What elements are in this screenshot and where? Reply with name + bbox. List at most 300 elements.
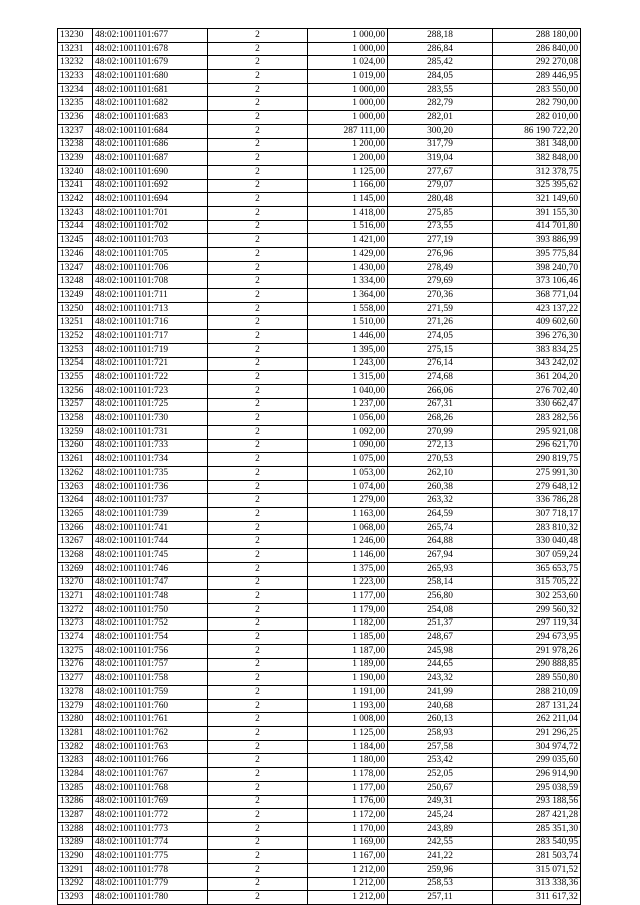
cadastral-number-cell: 48:02:1001101:757 xyxy=(93,658,208,672)
unit-value-cell: 273,55 xyxy=(388,220,493,234)
cadastral-number-cell: 48:02:1001101:761 xyxy=(93,713,208,727)
row-number-cell: 13272 xyxy=(58,603,93,617)
category-code-cell: 2 xyxy=(208,891,308,905)
row-number-cell: 13235 xyxy=(58,97,93,111)
table-row xyxy=(58,439,581,453)
row-number-cell: 13259 xyxy=(58,425,93,439)
area-cell: 1 364,00 xyxy=(308,289,388,303)
cadastral-value-cell: 297 119,34 xyxy=(493,617,581,631)
unit-value-cell: 248,67 xyxy=(388,631,493,645)
unit-value-cell: 270,99 xyxy=(388,425,493,439)
unit-value-cell: 240,68 xyxy=(388,699,493,713)
table-row xyxy=(58,699,581,713)
unit-value-cell: 258,14 xyxy=(388,576,493,590)
unit-value-cell: 252,05 xyxy=(388,768,493,782)
cadastral-value-cell: 283 550,00 xyxy=(493,83,581,97)
cadastral-number-cell: 48:02:1001101:677 xyxy=(93,29,208,43)
unit-value-cell: 274,05 xyxy=(388,330,493,344)
cadastral-value-cell: 343 242,02 xyxy=(493,357,581,371)
unit-value-cell: 282,01 xyxy=(388,111,493,125)
area-cell: 1 430,00 xyxy=(308,261,388,275)
unit-value-cell: 284,05 xyxy=(388,70,493,84)
category-code-cell: 2 xyxy=(208,713,308,727)
cadastral-value-cell: 307 718,17 xyxy=(493,508,581,522)
category-code-cell: 2 xyxy=(208,83,308,97)
cadastral-number-cell: 48:02:1001101:747 xyxy=(93,576,208,590)
row-number-cell: 13247 xyxy=(58,261,93,275)
row-number-cell: 13243 xyxy=(58,206,93,220)
unit-value-cell: 264,59 xyxy=(388,508,493,522)
cadastral-number-cell: 48:02:1001101:719 xyxy=(93,343,208,357)
category-code-cell: 2 xyxy=(208,562,308,576)
category-code-cell: 2 xyxy=(208,658,308,672)
row-number-cell: 13232 xyxy=(58,56,93,70)
unit-value-cell: 270,53 xyxy=(388,453,493,467)
area-cell: 1 200,00 xyxy=(308,152,388,166)
area-cell: 1 170,00 xyxy=(308,822,388,836)
cadastral-value-cell: 289 550,80 xyxy=(493,672,581,686)
table-row xyxy=(58,234,581,248)
row-number-cell: 13265 xyxy=(58,508,93,522)
cadastral-number-cell: 48:02:1001101:772 xyxy=(93,809,208,823)
category-code-cell: 2 xyxy=(208,70,308,84)
cadastral-value-cell: 382 848,00 xyxy=(493,152,581,166)
category-code-cell: 2 xyxy=(208,672,308,686)
unit-value-cell: 244,65 xyxy=(388,658,493,672)
table-row xyxy=(58,29,581,43)
cadastral-value-cell: 288 180,00 xyxy=(493,29,581,43)
row-number-cell: 13236 xyxy=(58,111,93,125)
cadastral-value-cell: 291 296,25 xyxy=(493,727,581,741)
table-row xyxy=(58,795,581,809)
row-number-cell: 13234 xyxy=(58,83,93,97)
cadastral-value-cell: 295 038,59 xyxy=(493,781,581,795)
area-cell: 1 246,00 xyxy=(308,535,388,549)
row-number-cell: 13284 xyxy=(58,768,93,782)
unit-value-cell: 277,19 xyxy=(388,234,493,248)
row-number-cell: 13285 xyxy=(58,781,93,795)
area-cell: 1 178,00 xyxy=(308,768,388,782)
category-code-cell: 2 xyxy=(208,234,308,248)
area-cell: 1 163,00 xyxy=(308,508,388,522)
row-number-cell: 13289 xyxy=(58,836,93,850)
unit-value-cell: 267,94 xyxy=(388,549,493,563)
area-cell: 1 375,00 xyxy=(308,562,388,576)
area-cell: 1 184,00 xyxy=(308,740,388,754)
unit-value-cell: 250,67 xyxy=(388,781,493,795)
table-row xyxy=(58,261,581,275)
cadastral-value-cell: 294 673,95 xyxy=(493,631,581,645)
unit-value-cell: 243,89 xyxy=(388,822,493,836)
cadastral-value-cell: 293 188,56 xyxy=(493,795,581,809)
table-row xyxy=(58,193,581,207)
category-code-cell: 2 xyxy=(208,124,308,138)
unit-value-cell: 253,42 xyxy=(388,754,493,768)
category-code-cell: 2 xyxy=(208,467,308,481)
table-row xyxy=(58,549,581,563)
unit-value-cell: 272,13 xyxy=(388,439,493,453)
area-cell: 1 177,00 xyxy=(308,590,388,604)
table-row xyxy=(58,740,581,754)
cadastral-value-cell: 423 137,22 xyxy=(493,302,581,316)
cadastral-number-cell: 48:02:1001101:683 xyxy=(93,111,208,125)
cadastral-number-cell: 48:02:1001101:739 xyxy=(93,508,208,522)
area-cell: 1 189,00 xyxy=(308,658,388,672)
category-code-cell: 2 xyxy=(208,631,308,645)
area-cell: 1 092,00 xyxy=(308,425,388,439)
row-number-cell: 13279 xyxy=(58,699,93,713)
cadastral-value-cell: 290 888,85 xyxy=(493,658,581,672)
cadastral-number-cell: 48:02:1001101:687 xyxy=(93,152,208,166)
area-cell: 1 125,00 xyxy=(308,727,388,741)
cadastral-value-cell: 393 886,99 xyxy=(493,234,581,248)
cadastral-value-cell: 368 771,04 xyxy=(493,289,581,303)
area-cell: 1 008,00 xyxy=(308,713,388,727)
area-cell: 1 237,00 xyxy=(308,398,388,412)
cadastral-value-cell: 288 210,09 xyxy=(493,686,581,700)
area-cell: 1 180,00 xyxy=(308,754,388,768)
category-code-cell: 2 xyxy=(208,877,308,891)
unit-value-cell: 262,10 xyxy=(388,467,493,481)
row-number-cell: 13231 xyxy=(58,42,93,56)
category-code-cell: 2 xyxy=(208,371,308,385)
cadastral-value-cell: 289 446,95 xyxy=(493,70,581,84)
table-row xyxy=(58,644,581,658)
row-number-cell: 13230 xyxy=(58,29,93,43)
cadastral-number-cell: 48:02:1001101:684 xyxy=(93,124,208,138)
row-number-cell: 13260 xyxy=(58,439,93,453)
area-cell: 1 510,00 xyxy=(308,316,388,330)
row-number-cell: 13253 xyxy=(58,343,93,357)
table-row xyxy=(58,781,581,795)
cadastral-value-cell: 290 819,75 xyxy=(493,453,581,467)
category-code-cell: 2 xyxy=(208,727,308,741)
table-row xyxy=(58,727,581,741)
category-code-cell: 2 xyxy=(208,521,308,535)
category-code-cell: 2 xyxy=(208,384,308,398)
table-row xyxy=(58,480,581,494)
unit-value-cell: 277,67 xyxy=(388,165,493,179)
row-number-cell: 13291 xyxy=(58,863,93,877)
table-row xyxy=(58,631,581,645)
row-number-cell: 13244 xyxy=(58,220,93,234)
unit-value-cell: 245,24 xyxy=(388,809,493,823)
category-code-cell: 2 xyxy=(208,494,308,508)
area-cell: 1 243,00 xyxy=(308,357,388,371)
cadastral-value-cell: 279 648,12 xyxy=(493,480,581,494)
table-body xyxy=(58,29,581,905)
area-cell: 1 193,00 xyxy=(308,699,388,713)
category-code-cell: 2 xyxy=(208,152,308,166)
category-code-cell: 2 xyxy=(208,412,308,426)
row-number-cell: 13242 xyxy=(58,193,93,207)
cadastral-number-cell: 48:02:1001101:730 xyxy=(93,412,208,426)
cadastral-number-cell: 48:02:1001101:708 xyxy=(93,275,208,289)
table-row xyxy=(58,850,581,864)
row-number-cell: 13256 xyxy=(58,384,93,398)
cadastral-value-cell: 321 149,60 xyxy=(493,193,581,207)
table-row xyxy=(58,768,581,782)
category-code-cell: 2 xyxy=(208,836,308,850)
unit-value-cell: 319,04 xyxy=(388,152,493,166)
area-cell: 1 000,00 xyxy=(308,97,388,111)
table-row xyxy=(58,877,581,891)
category-code-cell: 2 xyxy=(208,768,308,782)
table-row xyxy=(58,658,581,672)
row-number-cell: 13254 xyxy=(58,357,93,371)
category-code-cell: 2 xyxy=(208,453,308,467)
cadastral-value-cell: 304 974,72 xyxy=(493,740,581,754)
cadastral-number-cell: 48:02:1001101:722 xyxy=(93,371,208,385)
cadastral-value-cell: 295 921,08 xyxy=(493,425,581,439)
cadastral-number-cell: 48:02:1001101:706 xyxy=(93,261,208,275)
table-row xyxy=(58,371,581,385)
unit-value-cell: 241,22 xyxy=(388,850,493,864)
unit-value-cell: 264,88 xyxy=(388,535,493,549)
cadastral-number-cell: 48:02:1001101:762 xyxy=(93,727,208,741)
unit-value-cell: 275,85 xyxy=(388,206,493,220)
cadastral-number-cell: 48:02:1001101:766 xyxy=(93,754,208,768)
unit-value-cell: 241,99 xyxy=(388,686,493,700)
cadastral-value-cell: 86 190 722,20 xyxy=(493,124,581,138)
area-cell: 1 146,00 xyxy=(308,549,388,563)
table-row xyxy=(58,220,581,234)
cadastral-value-cell: 312 378,75 xyxy=(493,165,581,179)
area-cell: 1 167,00 xyxy=(308,850,388,864)
cadastral-number-cell: 48:02:1001101:725 xyxy=(93,398,208,412)
cadastral-number-cell: 48:02:1001101:721 xyxy=(93,357,208,371)
row-number-cell: 13258 xyxy=(58,412,93,426)
row-number-cell: 13255 xyxy=(58,371,93,385)
row-number-cell: 13281 xyxy=(58,727,93,741)
category-code-cell: 2 xyxy=(208,330,308,344)
cadastral-value-cell: 292 270,08 xyxy=(493,56,581,70)
row-number-cell: 13249 xyxy=(58,289,93,303)
category-code-cell: 2 xyxy=(208,111,308,125)
unit-value-cell: 258,93 xyxy=(388,727,493,741)
area-cell: 1 421,00 xyxy=(308,234,388,248)
cadastral-number-cell: 48:02:1001101:778 xyxy=(93,863,208,877)
table-row xyxy=(58,672,581,686)
category-code-cell: 2 xyxy=(208,261,308,275)
cadastral-number-cell: 48:02:1001101:735 xyxy=(93,467,208,481)
cadastral-number-cell: 48:02:1001101:679 xyxy=(93,56,208,70)
table-row xyxy=(58,330,581,344)
table-row xyxy=(58,111,581,125)
table-row xyxy=(58,83,581,97)
cadastral-number-cell: 48:02:1001101:703 xyxy=(93,234,208,248)
area-cell: 1 000,00 xyxy=(308,83,388,97)
table-row xyxy=(58,508,581,522)
cadastral-value-cell: 414 701,80 xyxy=(493,220,581,234)
category-code-cell: 2 xyxy=(208,603,308,617)
row-number-cell: 13264 xyxy=(58,494,93,508)
category-code-cell: 2 xyxy=(208,439,308,453)
unit-value-cell: 286,84 xyxy=(388,42,493,56)
row-number-cell: 13278 xyxy=(58,686,93,700)
row-number-cell: 13280 xyxy=(58,713,93,727)
unit-value-cell: 271,26 xyxy=(388,316,493,330)
area-cell: 1 068,00 xyxy=(308,521,388,535)
category-code-cell: 2 xyxy=(208,480,308,494)
row-number-cell: 13261 xyxy=(58,453,93,467)
table-row xyxy=(58,124,581,138)
area-cell: 1 185,00 xyxy=(308,631,388,645)
cadastral-number-cell: 48:02:1001101:733 xyxy=(93,439,208,453)
area-cell: 1 145,00 xyxy=(308,193,388,207)
category-code-cell: 2 xyxy=(208,425,308,439)
unit-value-cell: 242,55 xyxy=(388,836,493,850)
cadastral-number-cell: 48:02:1001101:759 xyxy=(93,686,208,700)
cadastral-number-cell: 48:02:1001101:686 xyxy=(93,138,208,152)
unit-value-cell: 257,11 xyxy=(388,891,493,905)
cadastral-value-cell: 291 978,26 xyxy=(493,644,581,658)
row-number-cell: 13250 xyxy=(58,302,93,316)
cadastral-value-cell: 361 204,20 xyxy=(493,371,581,385)
unit-value-cell: 279,07 xyxy=(388,179,493,193)
table-row xyxy=(58,179,581,193)
cadastral-value-cell: 315 705,22 xyxy=(493,576,581,590)
unit-value-cell: 249,31 xyxy=(388,795,493,809)
unit-value-cell: 283,55 xyxy=(388,83,493,97)
unit-value-cell: 260,38 xyxy=(388,480,493,494)
cadastral-value-cell: 283 810,32 xyxy=(493,521,581,535)
table-row xyxy=(58,97,581,111)
area-cell: 1 056,00 xyxy=(308,412,388,426)
row-number-cell: 13288 xyxy=(58,822,93,836)
cadastral-number-cell: 48:02:1001101:746 xyxy=(93,562,208,576)
cadastral-number-cell: 48:02:1001101:763 xyxy=(93,740,208,754)
area-cell: 1 019,00 xyxy=(308,70,388,84)
category-code-cell: 2 xyxy=(208,220,308,234)
table-row xyxy=(58,535,581,549)
row-number-cell: 13263 xyxy=(58,480,93,494)
area-cell: 1 223,00 xyxy=(308,576,388,590)
unit-value-cell: 279,69 xyxy=(388,275,493,289)
area-cell: 1 169,00 xyxy=(308,836,388,850)
row-number-cell: 13274 xyxy=(58,631,93,645)
row-number-cell: 13246 xyxy=(58,248,93,262)
cadastral-number-cell: 48:02:1001101:694 xyxy=(93,193,208,207)
category-code-cell: 2 xyxy=(208,508,308,522)
row-number-cell: 13269 xyxy=(58,562,93,576)
cadastral-value-cell: 287 421,28 xyxy=(493,809,581,823)
row-number-cell: 13290 xyxy=(58,850,93,864)
cadastral-value-cell: 330 040,48 xyxy=(493,535,581,549)
cadastral-number-cell: 48:02:1001101:731 xyxy=(93,425,208,439)
category-code-cell: 2 xyxy=(208,699,308,713)
unit-value-cell: 258,53 xyxy=(388,877,493,891)
cadastral-value-cell: 325 395,62 xyxy=(493,179,581,193)
area-cell: 1 558,00 xyxy=(308,302,388,316)
cadastral-number-cell: 48:02:1001101:702 xyxy=(93,220,208,234)
table-row xyxy=(58,412,581,426)
table-row xyxy=(58,56,581,70)
table-row xyxy=(58,713,581,727)
unit-value-cell: 300,20 xyxy=(388,124,493,138)
row-number-cell: 13282 xyxy=(58,740,93,754)
cadastral-value-cell: 281 503,74 xyxy=(493,850,581,864)
category-code-cell: 2 xyxy=(208,535,308,549)
table-row xyxy=(58,809,581,823)
row-number-cell: 13233 xyxy=(58,70,93,84)
cadastral-number-cell: 48:02:1001101:768 xyxy=(93,781,208,795)
category-code-cell: 2 xyxy=(208,193,308,207)
category-code-cell: 2 xyxy=(208,357,308,371)
table-row xyxy=(58,152,581,166)
cadastral-value-table xyxy=(57,28,581,905)
table-row xyxy=(58,398,581,412)
table-row xyxy=(58,754,581,768)
cadastral-value-cell: 383 834,25 xyxy=(493,343,581,357)
area-cell: 1 176,00 xyxy=(308,795,388,809)
category-code-cell: 2 xyxy=(208,754,308,768)
category-code-cell: 2 xyxy=(208,138,308,152)
cadastral-value-cell: 262 211,04 xyxy=(493,713,581,727)
cadastral-number-cell: 48:02:1001101:774 xyxy=(93,836,208,850)
unit-value-cell: 251,37 xyxy=(388,617,493,631)
table-row xyxy=(58,562,581,576)
row-number-cell: 13248 xyxy=(58,275,93,289)
cadastral-value-cell: 365 653,75 xyxy=(493,562,581,576)
category-code-cell: 2 xyxy=(208,781,308,795)
cadastral-value-cell: 373 106,46 xyxy=(493,275,581,289)
table-row xyxy=(58,863,581,877)
row-number-cell: 13237 xyxy=(58,124,93,138)
area-cell: 1 182,00 xyxy=(308,617,388,631)
unit-value-cell: 254,08 xyxy=(388,603,493,617)
row-number-cell: 13239 xyxy=(58,152,93,166)
row-number-cell: 13245 xyxy=(58,234,93,248)
unit-value-cell: 288,18 xyxy=(388,29,493,43)
area-cell: 1 212,00 xyxy=(308,877,388,891)
unit-value-cell: 257,58 xyxy=(388,740,493,754)
table-row xyxy=(58,425,581,439)
cadastral-number-cell: 48:02:1001101:734 xyxy=(93,453,208,467)
cadastral-value-cell: 391 155,30 xyxy=(493,206,581,220)
cadastral-value-cell: 287 131,24 xyxy=(493,699,581,713)
cadastral-value-cell: 313 338,36 xyxy=(493,877,581,891)
table-row xyxy=(58,70,581,84)
table-row xyxy=(58,248,581,262)
category-code-cell: 2 xyxy=(208,576,308,590)
row-number-cell: 13276 xyxy=(58,658,93,672)
table-row xyxy=(58,453,581,467)
table-row xyxy=(58,576,581,590)
area-cell: 1 190,00 xyxy=(308,672,388,686)
table-row xyxy=(58,521,581,535)
table-row xyxy=(58,590,581,604)
table-row xyxy=(58,42,581,56)
area-cell: 1 075,00 xyxy=(308,453,388,467)
cadastral-number-cell: 48:02:1001101:711 xyxy=(93,289,208,303)
cadastral-number-cell: 48:02:1001101:741 xyxy=(93,521,208,535)
row-number-cell: 13271 xyxy=(58,590,93,604)
cadastral-value-cell: 395 775,84 xyxy=(493,248,581,262)
cadastral-number-cell: 48:02:1001101:769 xyxy=(93,795,208,809)
cadastral-value-cell: 283 540,95 xyxy=(493,836,581,850)
area-cell: 1 000,00 xyxy=(308,42,388,56)
cadastral-number-cell: 48:02:1001101:681 xyxy=(93,83,208,97)
cadastral-value-cell: 276 702,40 xyxy=(493,384,581,398)
category-code-cell: 2 xyxy=(208,179,308,193)
table-row xyxy=(58,384,581,398)
cadastral-number-cell: 48:02:1001101:773 xyxy=(93,822,208,836)
table-row xyxy=(58,138,581,152)
cadastral-number-cell: 48:02:1001101:705 xyxy=(93,248,208,262)
table-row xyxy=(58,316,581,330)
category-code-cell: 2 xyxy=(208,863,308,877)
